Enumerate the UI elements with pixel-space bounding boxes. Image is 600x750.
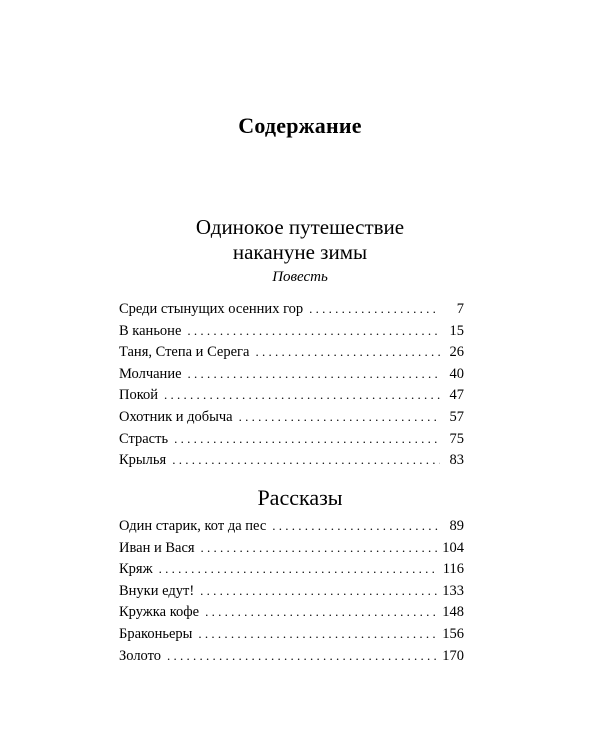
toc-entry-page: 133	[442, 582, 464, 599]
toc-entry[interactable]	[119, 537, 464, 559]
toc-entry-title: Браконьеры	[119, 625, 193, 642]
toc-entry-page: 57	[449, 408, 464, 425]
toc-entry-title: Охотник и добыча	[119, 408, 233, 425]
dot-leader	[172, 449, 440, 471]
dot-leader	[205, 601, 438, 623]
toc-entry-title: Один старик, кот да пес	[119, 518, 267, 534]
dot-leader	[167, 645, 438, 667]
toc-entry[interactable]	[119, 515, 464, 537]
dot-leader	[159, 558, 439, 580]
toc-entry[interactable]	[119, 645, 464, 667]
toc-entry-title: Покой	[119, 387, 159, 404]
toc-entry-page: 40	[449, 365, 464, 382]
toc-entry[interactable]	[119, 428, 464, 450]
toc-entry[interactable]	[119, 406, 464, 428]
toc-entry-page: 83	[449, 452, 464, 469]
dot-leader	[255, 341, 440, 363]
dot-leader	[174, 428, 440, 450]
toc-list-novella	[119, 298, 464, 471]
section-title-novella	[0, 215, 600, 265]
dot-leader	[239, 406, 440, 428]
toc-entry[interactable]	[119, 558, 464, 580]
toc-entry-title: Среди стынущих осенних гор	[119, 301, 304, 317]
dot-leader	[200, 580, 438, 602]
dot-leader	[272, 515, 440, 537]
section-title-line-1: Одинокое путешествие	[195, 215, 405, 239]
toc-entry-title: Кружка кофе	[119, 604, 200, 621]
toc-list-stories	[119, 515, 464, 666]
toc-entry-title: Золото	[119, 647, 162, 664]
toc-entry[interactable]	[119, 363, 464, 385]
section-subtitle: Повесть	[272, 269, 328, 285]
toc-entry-title: В каньоне	[119, 322, 182, 339]
toc-entry-page: 75	[449, 430, 464, 447]
dot-leader	[201, 537, 439, 559]
toc-entry-page: 104	[442, 539, 464, 556]
toc-entry-title: Кряж	[119, 561, 153, 578]
toc-entry-page: 156	[442, 625, 464, 642]
toc-entry[interactable]	[119, 341, 464, 363]
toc-entry-title: Молчание	[119, 365, 182, 382]
toc-entry[interactable]	[119, 623, 464, 645]
toc-entry-title: Страсть	[119, 430, 169, 447]
toc-entry[interactable]	[119, 298, 464, 320]
toc-entry-title: Крылья	[119, 452, 167, 469]
toc-entry[interactable]	[119, 384, 464, 406]
toc-entry[interactable]	[119, 580, 464, 602]
toc-entry-page: 15	[449, 322, 464, 339]
toc-entry-page: 89	[449, 518, 464, 534]
toc-entry-title: Внуки едут!	[119, 582, 195, 599]
toc-entry[interactable]	[119, 320, 464, 342]
section-title-stories: Рассказы	[257, 485, 343, 510]
toc-entry-page: 47	[449, 387, 464, 404]
toc-entry[interactable]	[119, 601, 464, 623]
page-title: Содержание	[238, 113, 362, 138]
toc-entry-title: Таня, Степа и Серега	[119, 344, 250, 361]
toc-entry-page: 148	[442, 604, 464, 621]
dot-leader	[198, 623, 438, 645]
toc-entry-page: 116	[442, 561, 464, 578]
dot-leader	[188, 363, 440, 385]
dot-leader	[309, 298, 440, 320]
toc-entry-page: 170	[442, 647, 464, 664]
toc-entry-title: Иван и Вася	[119, 539, 195, 556]
toc-entry-page: 26	[449, 344, 464, 361]
section-title-line-2: накануне зимы	[232, 240, 368, 264]
dot-leader	[187, 320, 440, 342]
dot-leader	[164, 384, 440, 406]
toc-entry[interactable]	[119, 449, 464, 471]
toc-entry-page: 7	[456, 301, 464, 317]
